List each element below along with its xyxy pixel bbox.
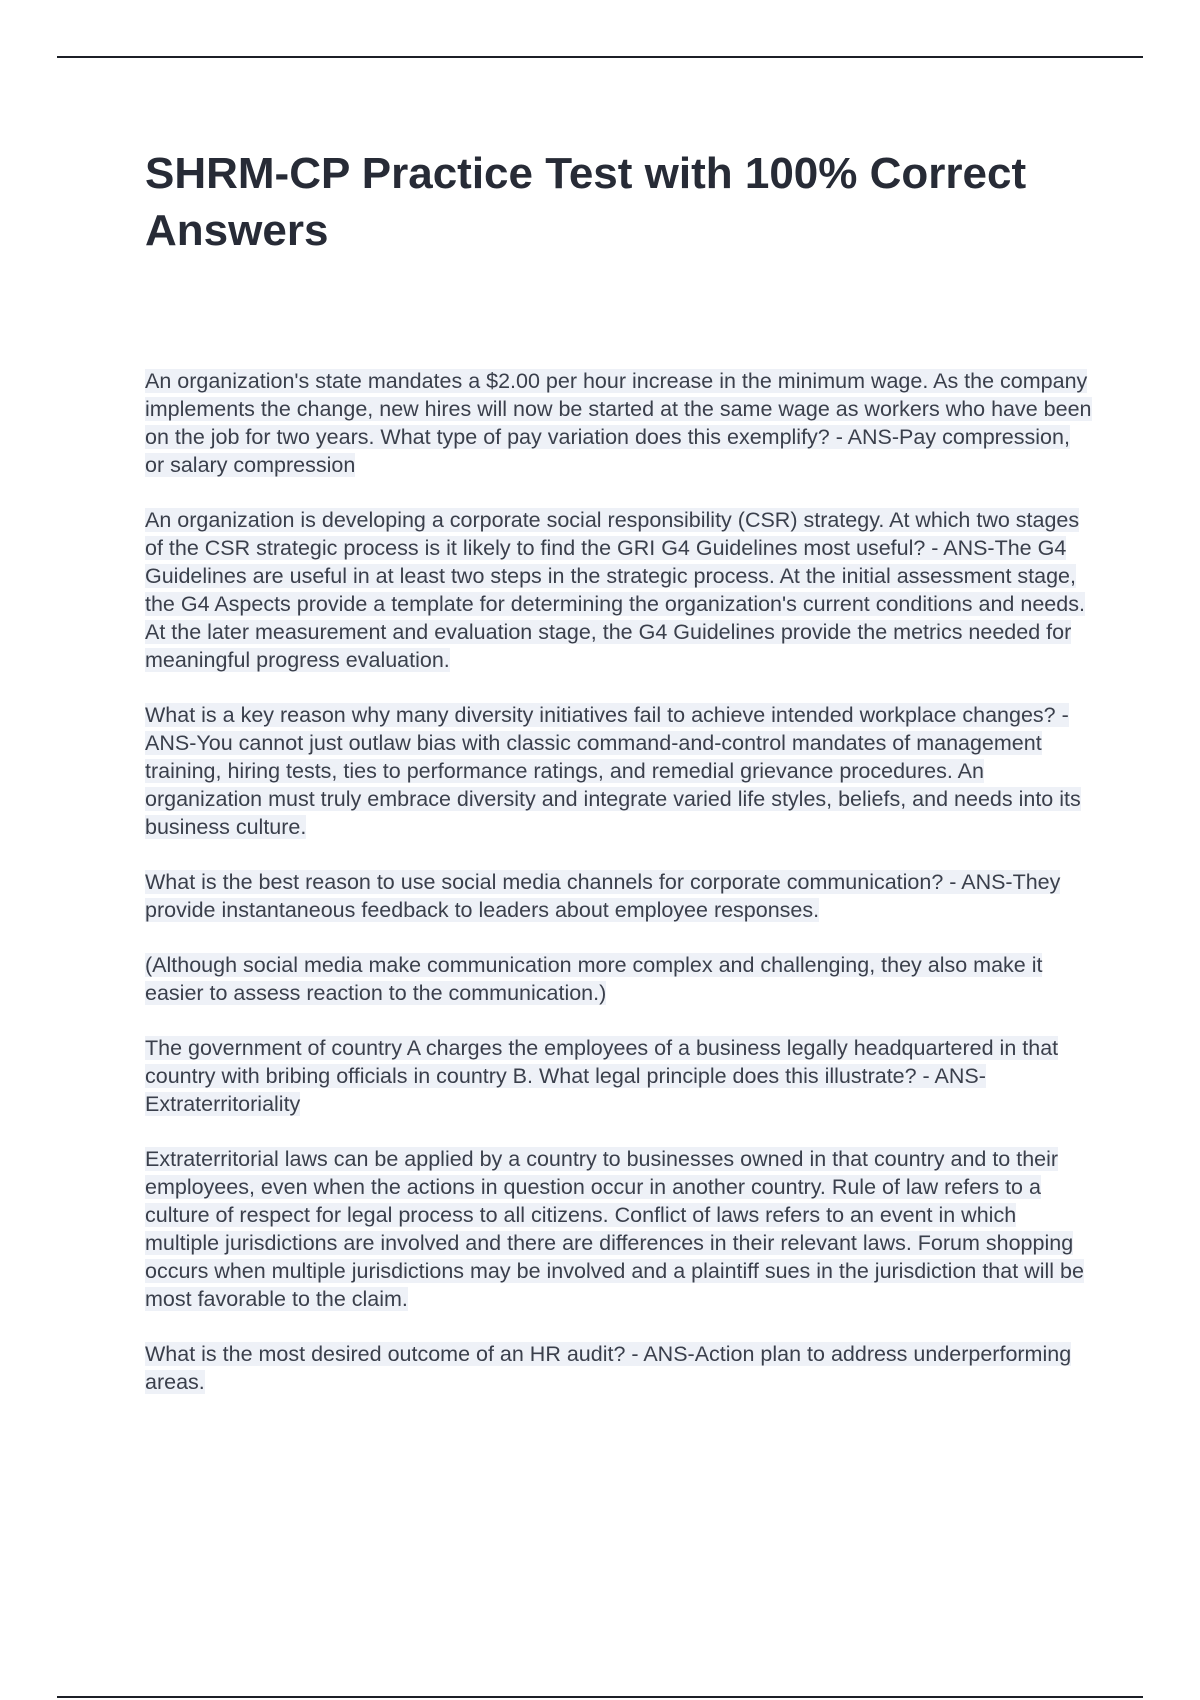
document-body: [145, 367, 1095, 1423]
paragraph-text: (Although social media make communication more complex and challenging, they also make it easier to assess reaction to the communication.): [145, 953, 1043, 1005]
footer-rule: [57, 1696, 1143, 1698]
qa-paragraph-1: [145, 367, 1095, 479]
explanation-paragraph-4: [145, 951, 1095, 1007]
paragraph-text: An organization is developing a corporate social responsibility (CSR) strategy. At which two stages of the CSR strategic process is it likely to find the GRI G4 Guidelines most useful? - ANS-The G4 Guidelines are useful in at least two steps in the strategic process. At the initial assessment stage, the G4 Aspects provide a template for determining the organization's current conditions and needs. At the later measurement and evaluation stage, the G4 Guidelines provide the metrics needed for meaningful progress evaluation.: [145, 508, 1085, 672]
qa-paragraph-4: [145, 868, 1095, 924]
header-rule: [57, 56, 1143, 58]
paragraph-text: An organization's state mandates a $2.00 per hour increase in the minimum wage. As the company implements the change, new hires will now be started at the same wage as workers who have been on the job for two years. What type of pay variation does this exemplify? - ANS-Pay compression, or salary compression: [145, 369, 1092, 477]
page-title: SHRM-CP Practice Test with 100% Correct Answers: [145, 149, 1027, 255]
paragraph-text: What is a key reason why many diversity initiatives fail to achieve intended workplace changes? - ANS-You cannot just outlaw bias with classic command-and-control mandates of management training, hiring tests, ties to performance ratings, and remedial grievance procedures. An organization must truly embrace diversity and integrate varied life styles, beliefs, and needs into its business culture.: [145, 703, 1081, 839]
qa-paragraph-3: [145, 701, 1095, 841]
explanation-paragraph-5: [145, 1145, 1095, 1313]
paragraph-text: What is the most desired outcome of an HR audit? - ANS-Action plan to address underperforming areas.: [145, 1342, 1072, 1394]
qa-paragraph-6: [145, 1340, 1095, 1396]
paragraph-text: The government of country A charges the employees of a business legally headquartered in that country with bribing officials in country B. What legal principle does this illustrate? - ANS-Extraterritoriality: [145, 1036, 1059, 1116]
qa-paragraph-5: [145, 1034, 1095, 1118]
paragraph-text: Extraterritorial laws can be applied by a country to businesses owned in that country and to their employees, even when the actions in question occur in another country. Rule of law refers to a culture of respect for legal process to all citizens. Conflict of laws refers to an event in which multiple jurisdictions are involved and there are differences in their relevant laws. Forum shopping occurs when multiple jurisdictions may be involved and a plaintiff sues in the jurisdiction that will be most favorable to the claim.: [145, 1147, 1084, 1311]
paragraph-text: What is the best reason to use social media channels for corporate communication? - ANS-They provide instantaneous feedback to leaders about employee responses.: [145, 870, 1061, 922]
qa-paragraph-2: [145, 506, 1095, 674]
